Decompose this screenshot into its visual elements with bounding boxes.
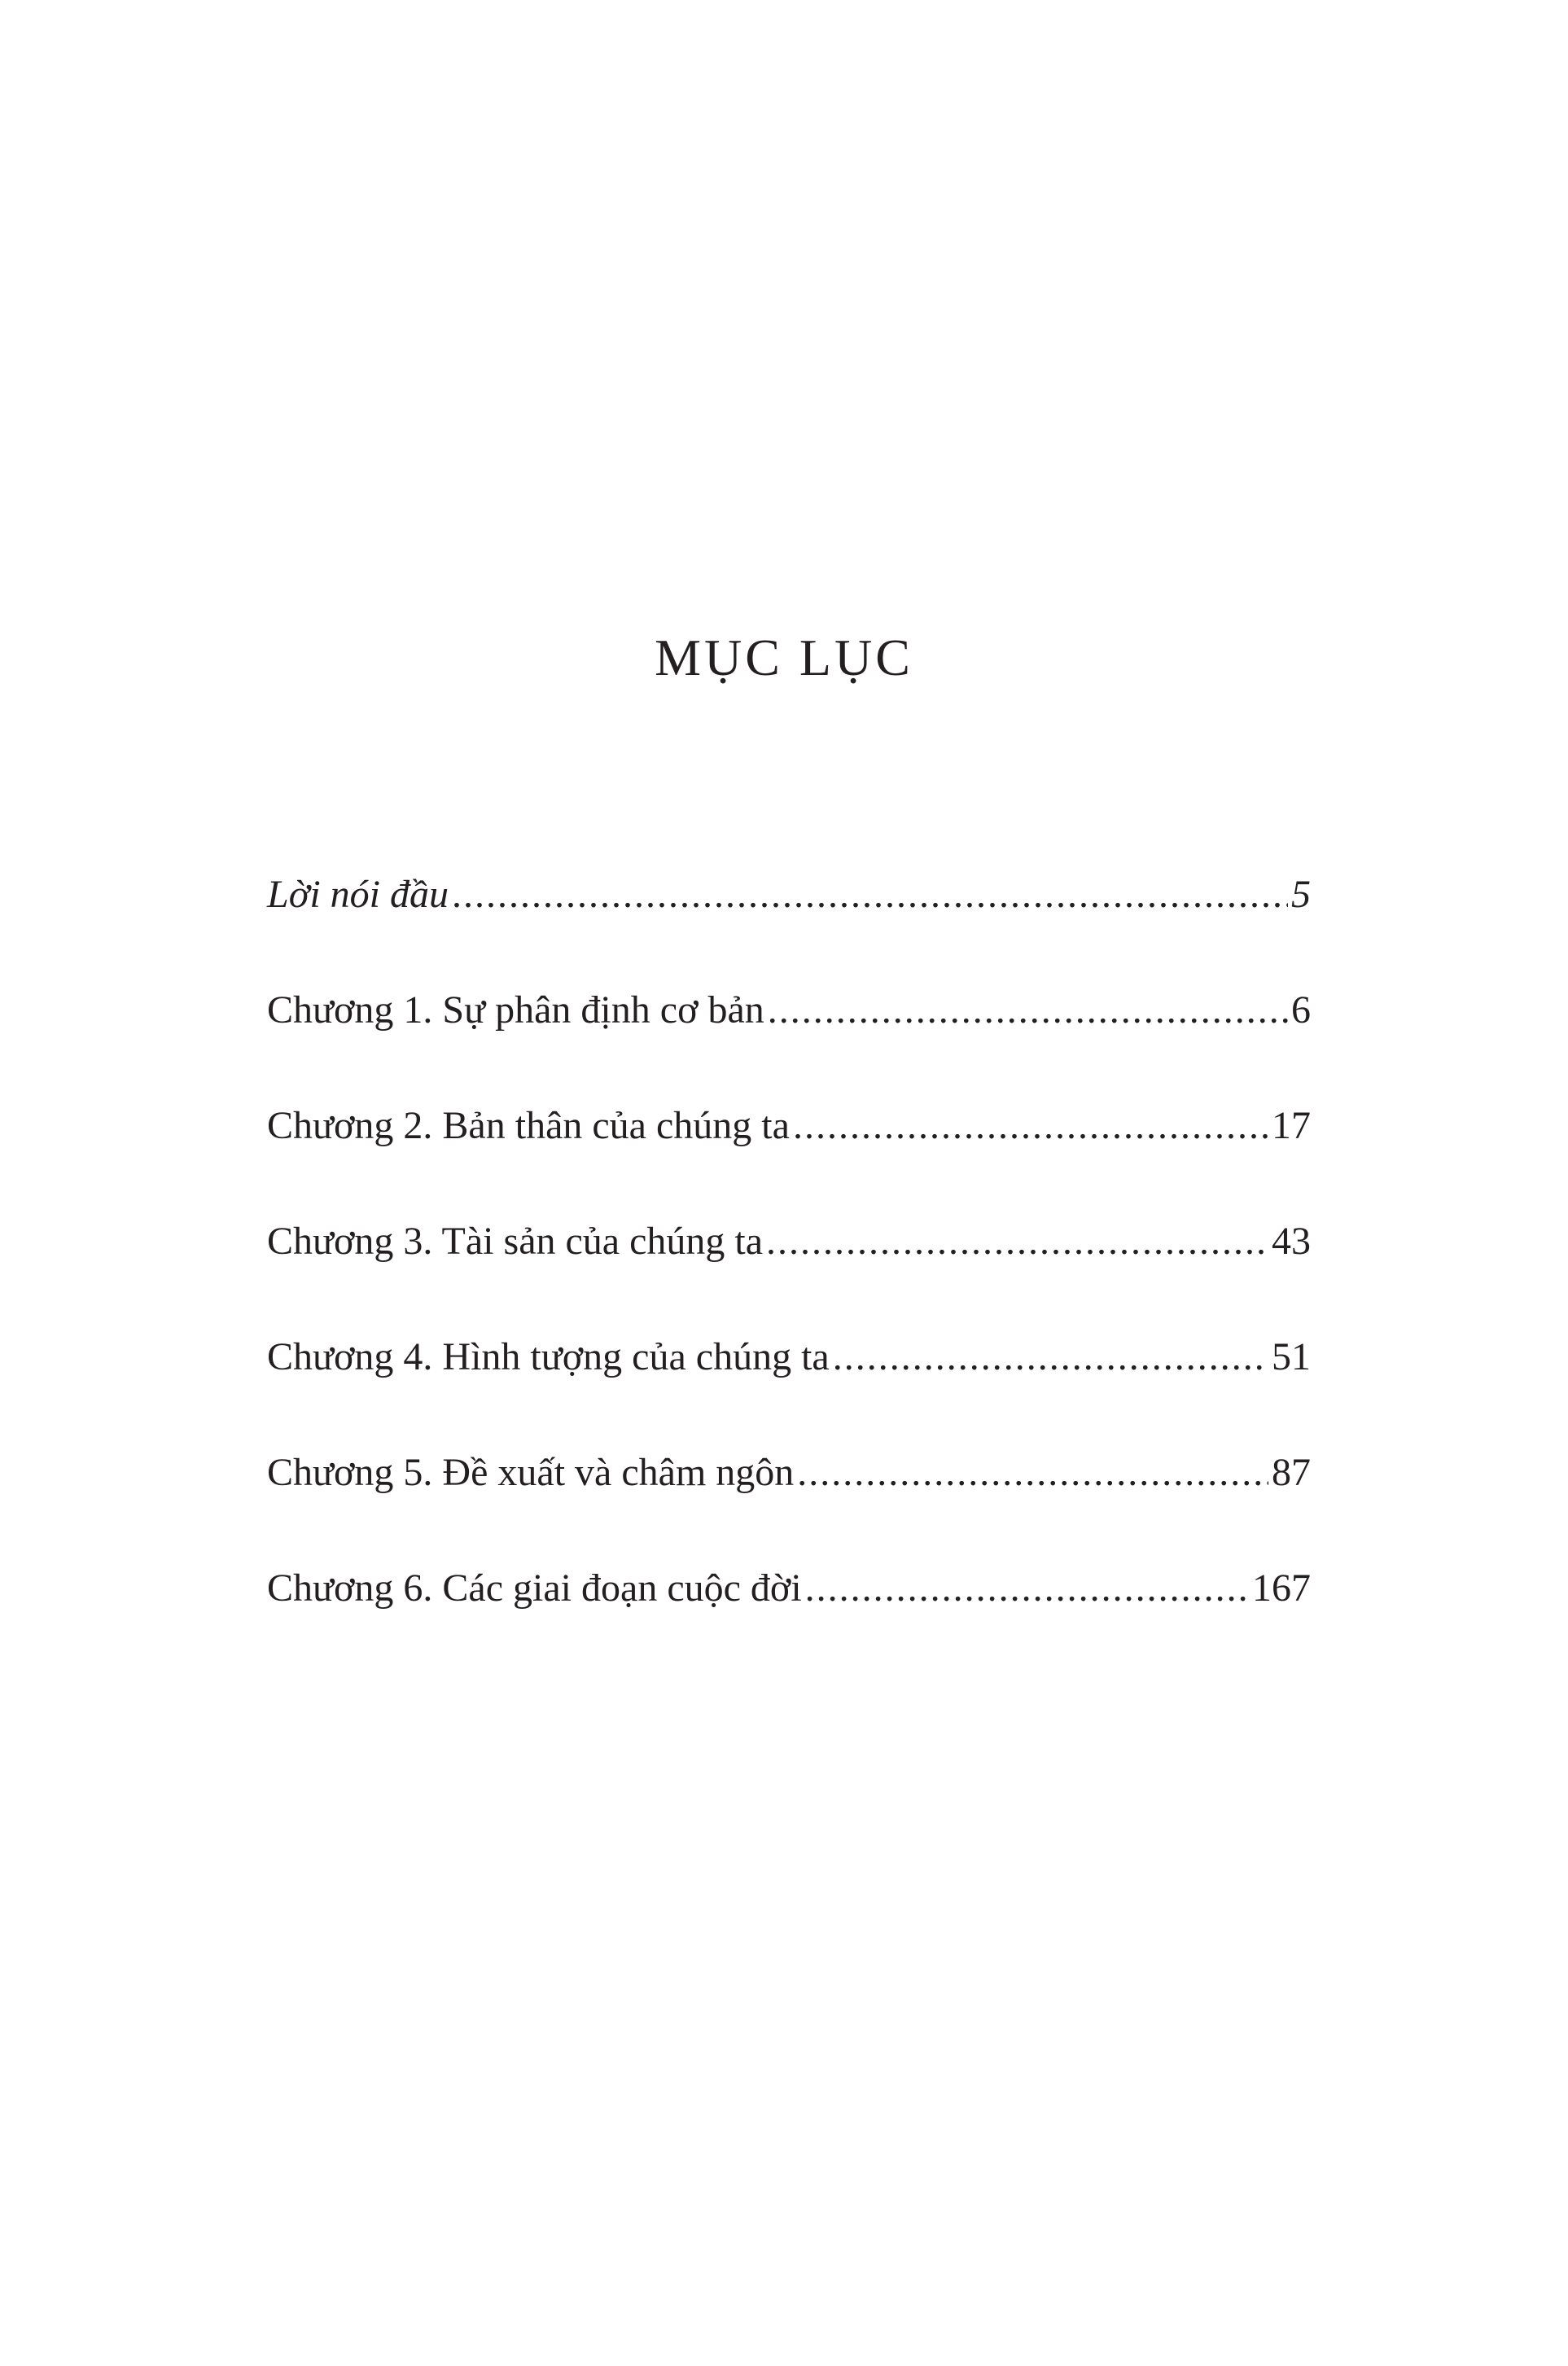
toc-entry-chapter-3 [267,1184,1311,1299]
table-of-contents [267,837,1311,1646]
toc-entry-label: Chương 4. Hình tượng của chúng ta [267,1335,830,1378]
toc-entry-chapter-6 [267,1531,1311,1646]
toc-entry-label: Chương 1. Sự phân định cơ bản [267,988,764,1032]
page-title: MỤC LỤC [655,629,913,686]
toc-entry-label: Chương 5. Đề xuất và châm ngôn [267,1451,795,1494]
dot-leader [766,1184,1268,1299]
dot-leader [768,953,1288,1068]
toc-entry-page: 5 [1291,873,1311,916]
toc-entry-page: 87 [1272,1451,1311,1494]
dot-leader [793,1068,1268,1184]
toc-entry-label: Chương 2. Bản thân của chúng ta [267,1104,790,1147]
dot-leader [805,1531,1249,1646]
toc-entry-label: Chương 3. Tài sản của chúng ta [267,1220,764,1263]
toc-entry-label: Lời nói đầu [267,873,449,916]
dot-leader [833,1299,1268,1415]
toc-entry-page: 167 [1252,1566,1311,1610]
dot-leader [797,1415,1268,1531]
toc-entry-label: Chương 6. Các giai đoạn cuộc đời [267,1566,802,1610]
toc-entry-page: 43 [1272,1220,1311,1263]
toc-entry-chapter-1 [267,953,1311,1068]
toc-entry-preface [267,837,1311,953]
toc-entry-page: 51 [1272,1335,1311,1378]
toc-entry-chapter-4 [267,1299,1311,1415]
toc-entry-chapter-5 [267,1415,1311,1531]
toc-entry-chapter-2 [267,1068,1311,1184]
dot-leader [452,837,1288,953]
toc-entry-page: 17 [1272,1104,1311,1147]
toc-entry-page: 6 [1291,988,1311,1032]
